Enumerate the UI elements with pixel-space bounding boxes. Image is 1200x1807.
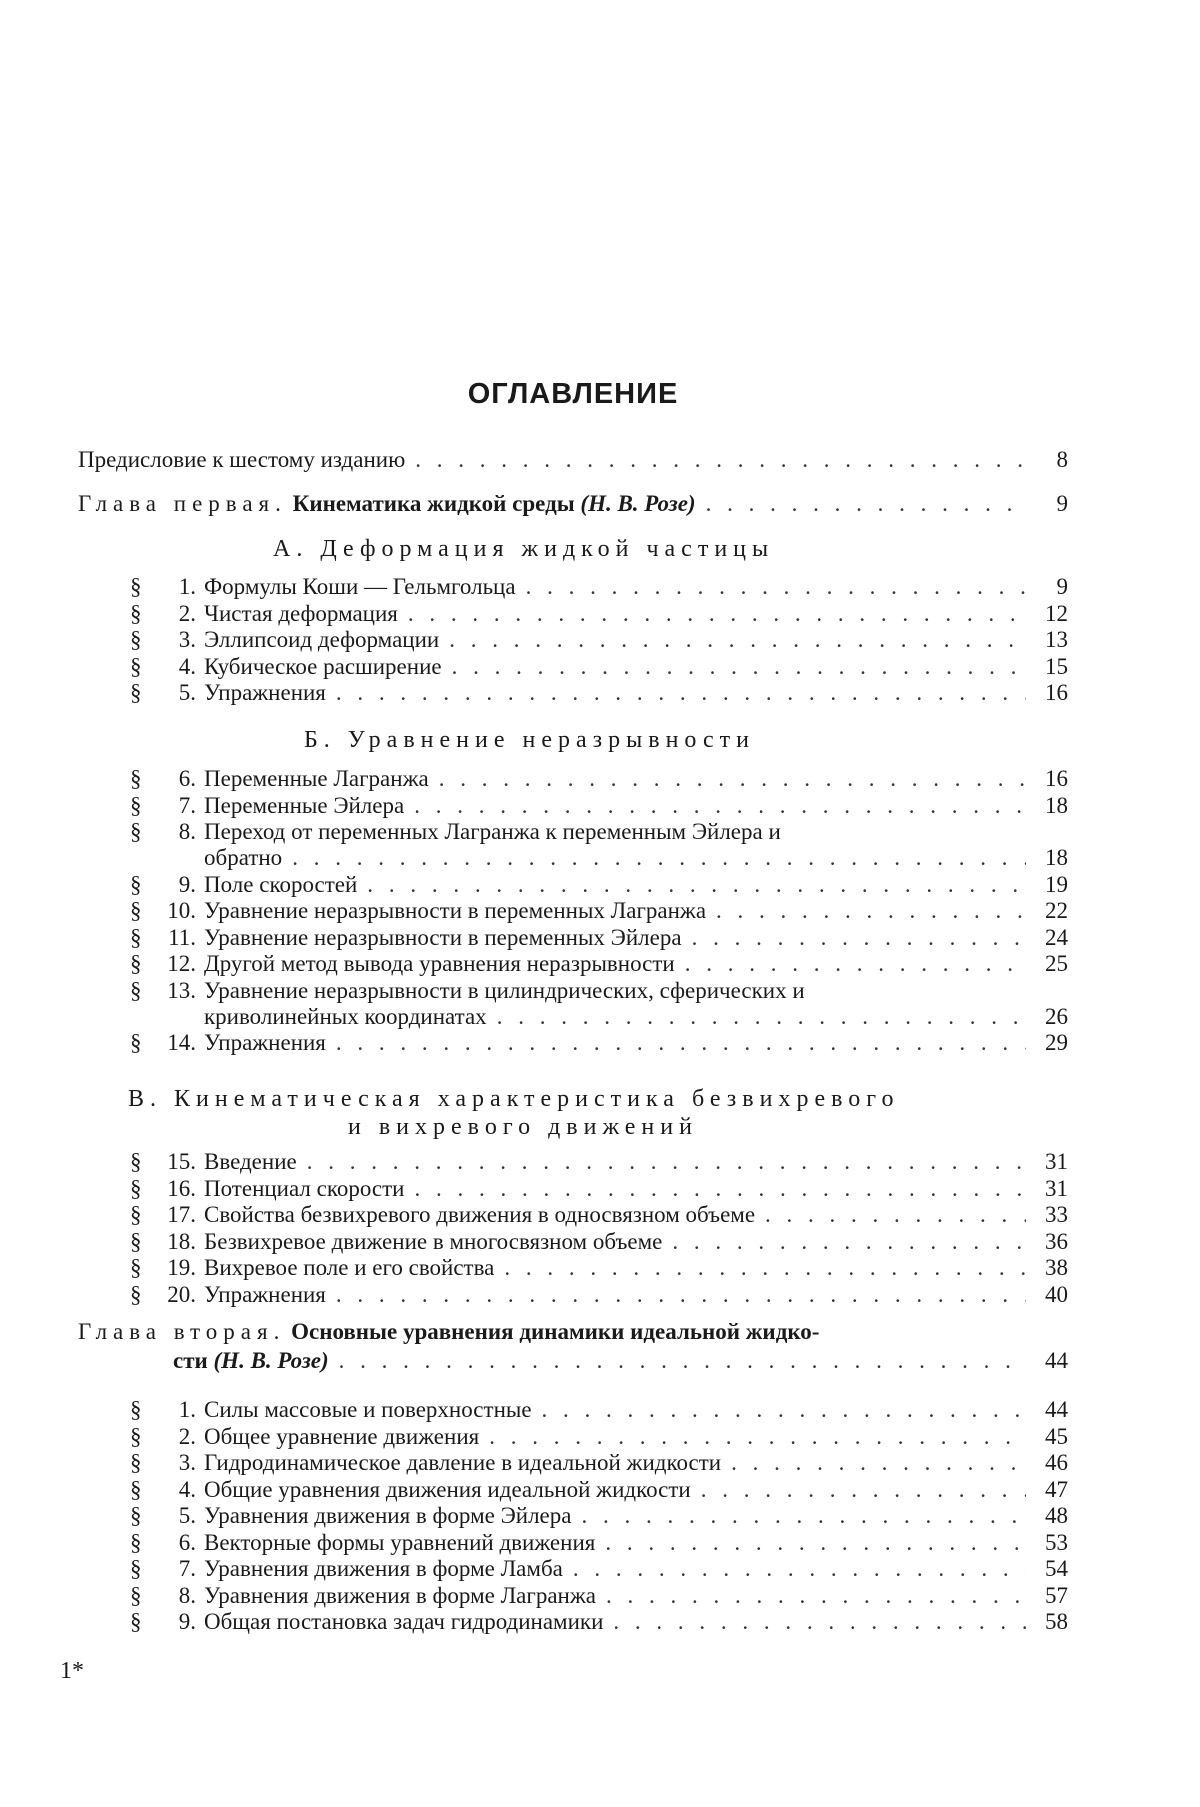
dot-leader [701, 1476, 1026, 1503]
entry-text: Переменные Лагранжа [204, 766, 429, 791]
entry-text: Общее уравнение движения [204, 1423, 480, 1449]
entry-text: Упражнения [204, 1030, 326, 1055]
entry-number: 4. [178, 1476, 196, 1502]
section-sign: § [130, 1202, 142, 1227]
dot-leader [706, 490, 1026, 517]
entry-text: Чистая деформация [204, 600, 398, 626]
dot-leader [542, 1396, 1026, 1423]
toc-entry[interactable] [130, 653, 1068, 680]
entry-label [130, 1502, 571, 1529]
dot-leader [449, 626, 1026, 653]
entry-text: Переход от переменных Лагранжа к переменным Эйлера и [204, 819, 781, 844]
entry-label [130, 924, 682, 951]
entry-text-cont: обратно [204, 845, 283, 870]
section-sign: § [130, 924, 142, 950]
dot-leader [415, 446, 1026, 473]
entry-label [130, 1555, 563, 1582]
section-sign: § [130, 819, 142, 844]
chapter-heading [78, 490, 696, 517]
dot-leader [307, 1148, 1026, 1175]
page-number: 12 [1045, 600, 1068, 626]
entry-text: Предисловие к шестому изданию [78, 447, 406, 472]
toc-entry[interactable] [130, 1396, 1068, 1423]
chapter-author: (Н. В. Розе) [580, 491, 696, 516]
section-sign: § [130, 1476, 142, 1502]
page-title: ОГЛАВЛЕНИЕ [467, 378, 679, 410]
entry-number: 9. [178, 871, 196, 897]
entry-number: 19. [167, 1255, 196, 1280]
entry-text-cont: криволинейных координатах [204, 1003, 487, 1029]
entry-text: Векторные формы уравнений движения [204, 1529, 596, 1555]
section-sign: § [130, 766, 142, 791]
dot-leader [526, 573, 1026, 600]
entry-text: Формулы Коши — Гельмгольца [204, 574, 516, 599]
entry-number: 18. [167, 1228, 196, 1254]
section-sign: § [130, 1556, 142, 1581]
entry-label [130, 1029, 326, 1056]
toc-entry[interactable] [130, 1502, 1068, 1529]
dot-leader [605, 1529, 1026, 1556]
dot-leader [336, 1281, 1026, 1308]
page-number: 16 [1045, 680, 1068, 705]
entry-text: Уравнение неразрывности в переменных Эйлера [204, 924, 682, 950]
section-sign: § [130, 1397, 142, 1422]
toc-entry[interactable] [130, 765, 1068, 792]
section-sign: § [130, 1255, 142, 1280]
entry-label [130, 626, 439, 653]
entry-text: Эллипсоид деформации [204, 627, 440, 652]
dot-leader [573, 1555, 1026, 1582]
page-number: 26 [1045, 1003, 1068, 1029]
section-sign: § [130, 792, 142, 818]
entry-text: Потенциал скорости [204, 1175, 405, 1201]
toc-entry[interactable] [130, 924, 1068, 951]
entry-text: Уравнения движения в форме Лагранжа [204, 1582, 596, 1608]
page-number: 22 [1045, 898, 1068, 923]
entry-label [130, 1281, 326, 1308]
dot-leader [613, 1608, 1026, 1635]
page-number: 53 [1045, 1529, 1068, 1555]
entry-number: 9. [178, 1609, 196, 1634]
dot-leader [716, 897, 1026, 924]
entry-label [130, 1529, 595, 1556]
dot-leader [336, 679, 1026, 706]
page-number: 45 [1045, 1423, 1068, 1449]
dot-leader [367, 871, 1026, 898]
section-header-c-line2: и вихревого движений [348, 1114, 698, 1140]
toc-entry[interactable] [130, 1148, 1068, 1175]
dot-leader [731, 1449, 1026, 1476]
section-sign: § [130, 653, 142, 679]
chapter-label: Глава вторая. [78, 1319, 286, 1344]
toc-chapter-1[interactable] [78, 490, 1068, 517]
page-number: 40 [1045, 1281, 1068, 1307]
page-number: 18 [1045, 845, 1068, 870]
page-number: 24 [1045, 924, 1068, 950]
chapter-heading-cont [173, 1347, 329, 1374]
page-number: 38 [1045, 1255, 1068, 1280]
toc-entry[interactable] [130, 1228, 1068, 1255]
entry-label [130, 653, 442, 680]
section-sign: § [130, 1609, 142, 1634]
toc-entry[interactable] [130, 573, 1068, 600]
section-sign: § [130, 1582, 142, 1608]
entry-text: Вихревое поле и его свойства [204, 1255, 495, 1280]
page-number: 48 [1045, 1503, 1068, 1528]
section-header-a: А. Деформация жидкой частицы [273, 536, 775, 562]
entry-label [130, 1148, 297, 1175]
page-number: 9 [1056, 574, 1068, 599]
entry-text: Введение [204, 1149, 297, 1174]
section-sign: § [130, 1281, 142, 1307]
entry-number: 5. [178, 680, 196, 705]
toc-entry[interactable] [130, 1582, 1068, 1609]
entry-text: Переменные Эйлера [204, 792, 405, 818]
entry-number: 6. [178, 766, 196, 791]
entry-text: Уравнение неразрывности в переменных Лагранжа [204, 898, 707, 923]
toc-entry[interactable] [130, 1423, 1068, 1450]
toc-entry[interactable] [130, 1254, 1068, 1281]
entry-label [130, 573, 516, 600]
page-number: 57 [1045, 1582, 1068, 1608]
section-sign: § [130, 600, 142, 626]
page-number: 31 [1045, 1175, 1068, 1201]
section-sign: § [130, 1450, 142, 1475]
entry-label [130, 1175, 405, 1202]
entry-number: 11. [168, 924, 196, 950]
dot-leader [439, 765, 1026, 792]
toc-entry[interactable] [130, 1608, 1068, 1635]
toc-entry[interactable] [130, 1029, 1068, 1056]
section-sign: § [130, 1030, 142, 1055]
entry-text: Уравнения движения в форме Эйлера [204, 1503, 572, 1528]
toc-entry[interactable] [130, 1529, 1068, 1556]
entry-text: Уравнение неразрывности в цилиндрических, сферических и [204, 977, 805, 1003]
dot-leader [581, 1502, 1026, 1529]
page-number: 44 [1045, 1397, 1068, 1422]
entry-text: Безвихревое движение в многосвязном объеме [204, 1228, 663, 1254]
dot-leader [414, 792, 1026, 819]
entry-label [130, 600, 398, 627]
toc-entry[interactable] [130, 626, 1068, 653]
section-sign: § [130, 680, 142, 705]
toc-entry[interactable] [130, 1281, 1068, 1308]
entry-number: 4. [178, 653, 196, 679]
toc-entry[interactable] [130, 871, 1068, 898]
section-sign: § [130, 1423, 142, 1449]
section-sign: § [130, 1503, 142, 1528]
dot-leader [489, 1423, 1026, 1450]
dot-leader [692, 924, 1026, 951]
entry-text: Другой метод вывода уравнения неразрывности [204, 951, 675, 976]
entry-label [130, 765, 429, 792]
toc-entry[interactable] [130, 792, 1068, 819]
section-sign: § [130, 1529, 142, 1555]
dot-leader [672, 1228, 1026, 1255]
dot-leader [765, 1201, 1026, 1228]
entry-text: Уравнения движения в форме Ламба [204, 1556, 563, 1581]
entry-label [130, 897, 706, 924]
dot-leader [606, 1582, 1026, 1609]
chapter-title: Кинематика жидкой среды [292, 491, 575, 516]
page-folio: 1* [60, 1658, 84, 1684]
dot-leader [339, 1347, 1026, 1374]
page-number: 29 [1045, 1030, 1068, 1055]
page-number: 44 [1045, 1348, 1068, 1373]
section-sign: § [130, 977, 142, 1003]
entry-text: Свойства безвихревого движения в односвязном объеме [204, 1202, 756, 1227]
entry-number: 7. [178, 792, 196, 818]
section-sign: § [130, 1149, 142, 1174]
entry-text: Гидродинамическое давление в идеальной жидкости [204, 1450, 722, 1475]
page-number: 15 [1045, 653, 1068, 679]
page-number: 25 [1045, 951, 1068, 976]
entry-number: 2. [178, 1423, 196, 1449]
toc-entry[interactable] [130, 1201, 1068, 1228]
entry-number: 2. [178, 600, 196, 626]
page-number: 31 [1045, 1149, 1068, 1174]
toc-page [78, 0, 1068, 1807]
page-number: 54 [1045, 1556, 1068, 1581]
dot-leader [408, 600, 1026, 627]
entry-label [130, 1228, 662, 1255]
toc-entry[interactable] [130, 1476, 1068, 1503]
entry-text: Общие уравнения движения идеальной жидкости [204, 1476, 691, 1502]
toc-chapter-2-line1[interactable] [78, 1318, 819, 1345]
entry-text: Силы массовые и поверхностные [204, 1397, 532, 1422]
dot-leader [504, 1254, 1026, 1281]
entry-number: 12. [167, 951, 196, 976]
entry-label [130, 1396, 532, 1423]
dot-leader [415, 1175, 1027, 1202]
section-sign: § [130, 1175, 142, 1201]
entry-number: 14. [167, 1030, 196, 1055]
section-header-b: Б. Уравнение неразрывности [304, 727, 755, 753]
toc-chapter-2-line2[interactable] [173, 1347, 1068, 1374]
section-sign: § [130, 871, 142, 897]
entry-label [130, 1582, 596, 1609]
section-sign: § [130, 1228, 142, 1254]
dot-leader [336, 1029, 1026, 1056]
entry-number: 5. [178, 1503, 196, 1528]
page-number: 36 [1045, 1228, 1068, 1254]
toc-entry[interactable] [130, 600, 1068, 627]
entry-number: 20. [167, 1281, 196, 1307]
section-header-c-line1: В. Кинематическая характеристика безвихревого [128, 1086, 900, 1112]
entry-label [130, 1254, 494, 1281]
entry-text: Поле скоростей [204, 871, 358, 897]
page-number: 58 [1045, 1609, 1068, 1634]
page-number: 19 [1045, 871, 1068, 897]
entry-text: Упражнения [204, 680, 326, 705]
entry-number: 3. [178, 627, 196, 652]
toc-entry-cont[interactable] [204, 844, 1068, 871]
toc-entry[interactable] [130, 977, 805, 1004]
entry-number: 10. [167, 898, 196, 923]
entry-text: Упражнения [204, 1281, 326, 1307]
entry-label [130, 950, 675, 977]
entry-number: 1. [178, 574, 196, 599]
entry-number: 6. [178, 1529, 196, 1555]
page-number: 16 [1045, 766, 1068, 791]
entry-text: Кубическое расширение [204, 653, 442, 679]
toc-entry-cont[interactable] [204, 1003, 1068, 1030]
section-sign: § [130, 898, 142, 923]
entry-label [130, 679, 326, 706]
page-number: 8 [1056, 447, 1068, 472]
page-number: 9 [1056, 491, 1068, 516]
chapter-title: Основные уравнения динамики идеальной жидко- [291, 1319, 820, 1344]
chapter-label: Глава первая. [78, 491, 287, 516]
page-number: 18 [1045, 792, 1068, 818]
entry-number: 8. [178, 819, 196, 844]
entry-label [130, 1476, 691, 1503]
entry-number: 3. [178, 1450, 196, 1475]
entry-number: 15. [167, 1149, 196, 1174]
toc-entry[interactable] [130, 1555, 1068, 1582]
dot-leader [452, 653, 1026, 680]
dot-leader [497, 1003, 1026, 1030]
toc-entry[interactable] [130, 1449, 1068, 1476]
entry-label [130, 792, 404, 819]
toc-entry[interactable] [130, 950, 1068, 977]
page-number: 46 [1045, 1450, 1068, 1475]
entry-number: 16. [167, 1175, 196, 1201]
page-number: 13 [1045, 627, 1068, 652]
chapter-title-cont: сти [173, 1348, 208, 1373]
chapter-author: (Н. В. Розе) [213, 1348, 329, 1373]
entry-number: 8. [178, 1582, 196, 1608]
entry-text: Общая постановка задач гидродинамики [204, 1609, 604, 1634]
dot-leader [292, 844, 1026, 871]
entry-number: 1. [178, 1397, 196, 1422]
dot-leader [685, 950, 1026, 977]
entry-label [130, 1608, 603, 1635]
entry-number: 7. [178, 1556, 196, 1581]
section-sign: § [130, 951, 142, 976]
entry-label [130, 1449, 721, 1476]
toc-entry-preface[interactable] [78, 446, 1068, 473]
entry-number: 17. [167, 1202, 196, 1227]
entry-number: 13. [167, 977, 196, 1003]
toc-entry[interactable] [130, 818, 781, 845]
section-sign: § [130, 574, 142, 599]
page-number: 47 [1045, 1476, 1068, 1502]
entry-label [130, 871, 357, 898]
toc-entry[interactable] [130, 679, 1068, 706]
toc-entry[interactable] [130, 1175, 1068, 1202]
toc-entry[interactable] [130, 897, 1068, 924]
entry-label [130, 1423, 479, 1450]
page-number: 33 [1045, 1202, 1068, 1227]
section-sign: § [130, 627, 142, 652]
entry-label [130, 1201, 755, 1228]
